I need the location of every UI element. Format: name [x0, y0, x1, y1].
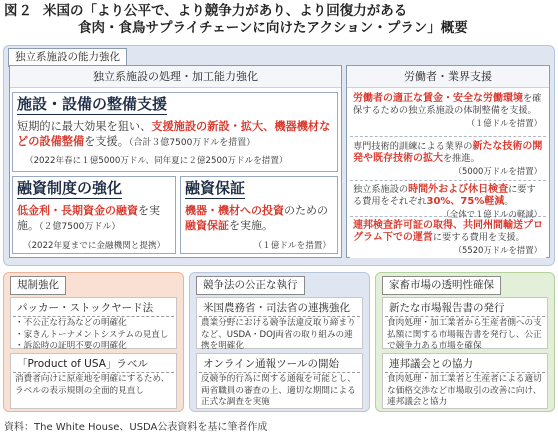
title-line-1: 米国の「より公平で、より競争力があり、より回復力がある — [43, 3, 408, 19]
figure-number: 図２ — [4, 3, 33, 19]
competition-card — [196, 353, 363, 409]
market-card-title: 新たな市場報告書の発行 — [385, 300, 545, 317]
market-card — [382, 297, 548, 349]
guarantee-body: 機器・機材への投資のための融資保証を実施。 — [185, 204, 328, 232]
guarantee-note: （１億ドルを措置） — [253, 241, 331, 251]
competition-card — [196, 297, 363, 349]
workers-item: 専門技術的訓練による業界の新たな技術の開発や既存技術の拡大を推進。 （5000万ドルを措置） — [350, 140, 546, 181]
facility-note: （2022年春に１億5000万ドル、同年夏に２億2500万ドルを措置） — [25, 156, 288, 166]
regulation-panel — [3, 272, 184, 412]
guarantee-title: 融資保証 — [185, 179, 246, 197]
regulation-card — [10, 353, 177, 409]
market-card-body: 食肉処理・加工業者と生産者による適切な価格交渉など市場取引の改善に向け、連邦議会と協力 — [387, 374, 542, 407]
facility-support-card — [12, 92, 338, 172]
finance-note: （2022年夏までに金融機関と提携） — [23, 241, 166, 251]
regulation-card-body: 消費者向けに原産地を明確にするため、ラベルの表示規則の全面的見直し — [15, 374, 170, 396]
workers-item: 連邦検査許可証の取得、共同州間輸送プログラム下での運営に要する費用を支援。 （5520万ドルを措置） — [350, 219, 546, 258]
title-line-2: 食肉・食鳥サプライチェーンに向けたアクション・プラン」概要 — [78, 20, 468, 36]
facility-body: 短期的に最大効果を狙い、支援施設の新設・拡大、機器機材などの設備整備を支援。（合計３億7500万ドルを措置） — [17, 120, 331, 148]
finance-body: 低金利・長期資金の融資を実施。（２億7500万ドル） — [17, 204, 160, 232]
competition-card-title: 米国農務省・司法省の連携強化 — [199, 300, 360, 317]
regulation-card-title: パッカー・ストックヤード法 — [13, 300, 174, 317]
workers-item: 労働者の適正な賃金・安全な労働環境を確保するための独立系施設の体制整備を支援。 （１億ドルを措置） — [350, 92, 546, 137]
regulation-card-body: ・不公正な行為などの明確化 ・家きんトーナメントシステムの見直し ・訴訟時の証明不要の明確化 — [15, 318, 169, 351]
regulation-card-title: 「Product of USA」ラベル — [13, 356, 174, 373]
finance-card — [12, 176, 176, 254]
processing-header: 独立系施設の処理・加工能力強化 — [10, 66, 341, 88]
finance-title: 融資制度の強化 — [17, 179, 123, 197]
market-card-title: 連邦議会との協力 — [385, 356, 545, 373]
guarantee-card — [180, 176, 338, 254]
market-card-body: 食肉処理・加工業者から生産者側への支払額に関する市場報告書を発行し、公正で競争力ある市場を確保 — [387, 318, 542, 351]
workers-item: 独立系施設の時間外および休日検査に要する費用をそれぞれ30%、75%軽減。 （全体で１億ドルの軽減） — [350, 183, 546, 217]
competition-tag: 競争法の公正な執行 — [196, 276, 305, 295]
regulation-card — [10, 297, 177, 349]
capacity-section-tag: 独立系施設の能力強化 — [8, 48, 127, 67]
competition-card-title: オンライン通報ツールの開始 — [199, 356, 360, 373]
market-transparency-tag: 家畜市場の透明性確保 — [382, 276, 501, 295]
facility-title: 施設・設備の整備支援 — [17, 95, 168, 113]
source-note: 資料：The White House、USDA公表資料を基に筆者作成 — [4, 422, 268, 433]
competition-card-body: 反競争的行為に関する通報を可能とし、両省職員の審査の上、適切な期間による正式な調査を実施 — [201, 374, 356, 407]
workers-header: 労働者・業界支援 — [347, 66, 549, 88]
market-card — [382, 353, 548, 409]
market-transparency-panel — [375, 272, 555, 412]
competition-panel — [189, 272, 370, 412]
figure-title — [4, 3, 554, 37]
regulation-tag: 規制強化 — [10, 276, 66, 295]
competition-card-body: 農業分野における競争法違反取り締まりなど、USDA・DOJ両省の取り組みの連携を明確化 — [201, 318, 356, 351]
